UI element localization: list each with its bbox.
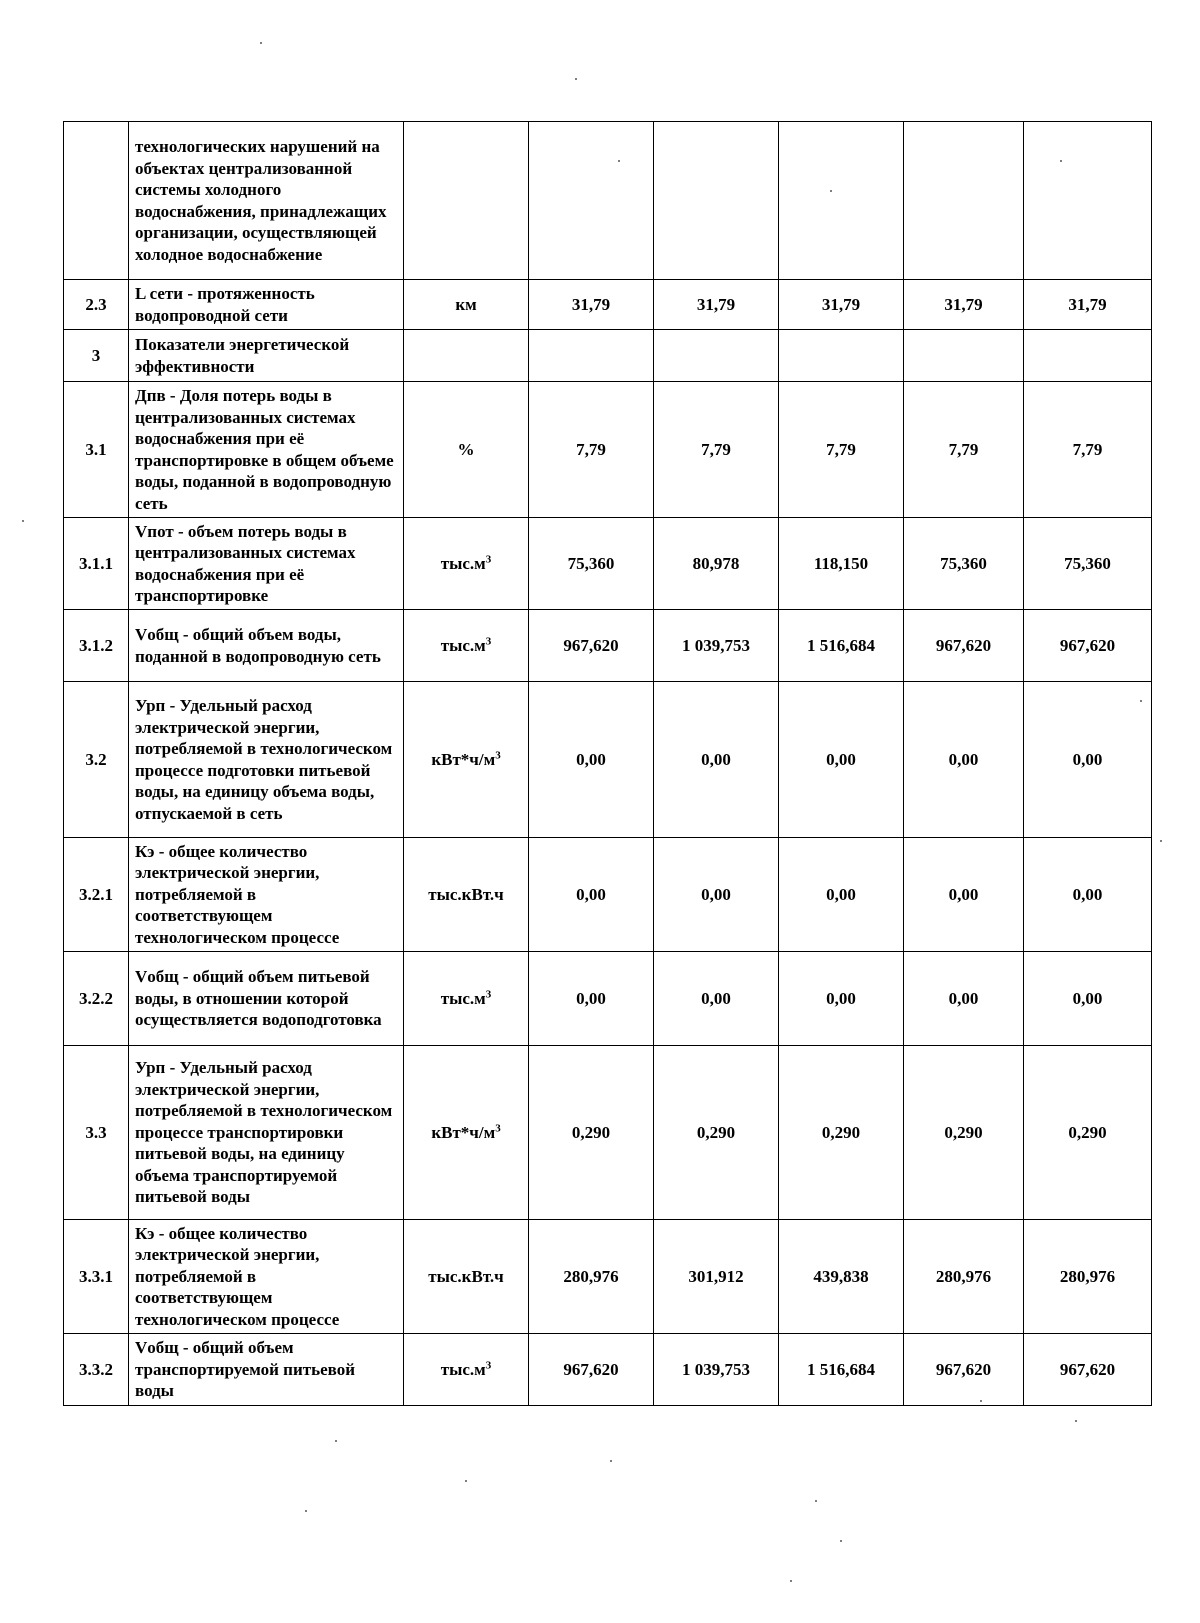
value-cell: 0,00: [904, 682, 1024, 838]
value-cell: 280,976: [529, 1220, 654, 1334]
value-cell: 1 039,753: [654, 610, 779, 682]
value-cell: 0,290: [779, 1046, 904, 1220]
value-cell: 0,00: [654, 682, 779, 838]
unit-cell: [404, 838, 529, 952]
indicator-name: Показатели энергетической эффективности: [129, 330, 404, 382]
value-cell: 0,290: [654, 1046, 779, 1220]
scan-speck: [610, 1460, 612, 1462]
value-cell: 0,00: [529, 952, 654, 1046]
indicator-name: Vпот - объем потерь воды в централизованных системах водоснабжения при её транспортировке: [129, 518, 404, 610]
unit-cell: [404, 682, 529, 838]
scan-speck: [305, 1510, 307, 1512]
unit-exponent: 3: [495, 749, 501, 762]
unit-label: тыс.м: [440, 988, 486, 1008]
unit-cell: [404, 280, 529, 330]
value-cell: [904, 330, 1024, 382]
indicator-name: Дпв - Доля потерь воды в централизованных системах водоснабжения при её транспортировке в общем объеме воды, поданной в водопроводную сеть: [129, 382, 404, 518]
value-cell: 0,00: [529, 682, 654, 838]
value-cell: 0,00: [654, 838, 779, 952]
unit-label: тыс.м: [440, 635, 486, 655]
indicator-name: Vобщ - общий объем транспортируемой питьевой воды: [129, 1334, 404, 1406]
row-number: [64, 122, 129, 280]
value-cell: 1 516,684: [779, 1334, 904, 1406]
indicator-name: Урп - Удельный расход электрической энергии, потребляемой в технологическом процессе транспортировки питьевой воды, на единицу объема транспортируемой питьевой воды: [129, 1046, 404, 1220]
scan-speck: [840, 1540, 842, 1542]
indicator-name: технологических нарушений на объектах централизованной системы холодного водоснабжения, принадлежащих организации, осуществляющей холодное водоснабжение: [129, 122, 404, 280]
value-cell: 0,00: [1024, 952, 1152, 1046]
row-number: 3.3.2: [64, 1334, 129, 1406]
value-cell: [654, 330, 779, 382]
value-cell: 75,360: [529, 518, 654, 610]
row-number: 3: [64, 330, 129, 382]
scan-speck: [22, 520, 24, 522]
table-row: [64, 1220, 1152, 1334]
table-row: [64, 610, 1152, 682]
value-cell: [904, 122, 1024, 280]
indicator-name: Кэ - общее количество электрической энергии, потребляемой в соответствующем технологическом процессе: [129, 838, 404, 952]
unit-cell: [404, 518, 529, 610]
value-cell: 0,00: [529, 838, 654, 952]
value-cell: [529, 330, 654, 382]
value-cell: 301,912: [654, 1220, 779, 1334]
row-number: 3.2.1: [64, 838, 129, 952]
unit-label: тыс.кВт.ч: [428, 1266, 504, 1286]
value-cell: 0,00: [654, 952, 779, 1046]
unit-label: тыс.м: [440, 553, 486, 573]
scan-speck: [1160, 840, 1162, 842]
value-cell: 75,360: [904, 518, 1024, 610]
value-cell: 0,290: [904, 1046, 1024, 1220]
unit-cell: [404, 1220, 529, 1334]
table-row: [64, 330, 1152, 382]
value-cell: [529, 122, 654, 280]
table-row: [64, 518, 1152, 610]
scan-speck: [1140, 700, 1142, 702]
value-cell: 31,79: [654, 280, 779, 330]
value-cell: 0,00: [779, 952, 904, 1046]
table-row: [64, 1334, 1152, 1406]
row-number: 3.3: [64, 1046, 129, 1220]
value-cell: 0,290: [1024, 1046, 1152, 1220]
unit-cell: [404, 952, 529, 1046]
row-number: 3.1.1: [64, 518, 129, 610]
row-number: 3.2.2: [64, 952, 129, 1046]
unit-label: тыс.м: [440, 1359, 486, 1379]
indicator-name: Vобщ - общий объем питьевой воды, в отношении которой осуществляется водоподготовка: [129, 952, 404, 1046]
table-row: [64, 122, 1152, 280]
value-cell: 967,620: [1024, 1334, 1152, 1406]
unit-exponent: 3: [495, 1122, 501, 1135]
scan-speck: [575, 78, 577, 80]
indicator-name: Урп - Удельный расход электрической энергии, потребляемой в технологическом процессе подготовки питьевой воды, на единицу объема воды, отпускаемой в сеть: [129, 682, 404, 838]
value-cell: 967,620: [1024, 610, 1152, 682]
unit-cell: [404, 1046, 529, 1220]
value-cell: 0,00: [1024, 838, 1152, 952]
unit-cell: [404, 382, 529, 518]
value-cell: [1024, 122, 1152, 280]
row-number: 3.1.2: [64, 610, 129, 682]
table-row: [64, 838, 1152, 952]
unit-label: тыс.кВт.ч: [428, 884, 504, 904]
indicator-name: Vобщ - общий объем воды, поданной в водопроводную сеть: [129, 610, 404, 682]
value-cell: 1 039,753: [654, 1334, 779, 1406]
unit-label: %: [457, 439, 475, 459]
value-cell: 0,00: [904, 838, 1024, 952]
unit-exponent: 3: [485, 553, 492, 566]
unit-cell: [404, 330, 529, 382]
unit-cell: [404, 122, 529, 280]
value-cell: 967,620: [904, 1334, 1024, 1406]
unit-cell: [404, 610, 529, 682]
indicator-name: L сети - протяженность водопроводной сети: [129, 280, 404, 330]
row-number: 3.3.1: [64, 1220, 129, 1334]
value-cell: 75,360: [1024, 518, 1152, 610]
value-cell: 80,978: [654, 518, 779, 610]
scan-speck: [830, 190, 832, 192]
value-cell: 280,976: [904, 1220, 1024, 1334]
scan-speck: [465, 1480, 467, 1482]
value-cell: [654, 122, 779, 280]
table-row: [64, 1046, 1152, 1220]
row-number: 3.2: [64, 682, 129, 838]
unit-cell: [404, 1334, 529, 1406]
unit-label: км: [455, 294, 477, 314]
value-cell: 0,00: [1024, 682, 1152, 838]
value-cell: 0,290: [529, 1046, 654, 1220]
value-cell: [779, 330, 904, 382]
unit-exponent: 3: [485, 635, 492, 648]
value-cell: 31,79: [904, 280, 1024, 330]
value-cell: 0,00: [779, 682, 904, 838]
value-cell: 967,620: [529, 1334, 654, 1406]
value-cell: 967,620: [904, 610, 1024, 682]
value-cell: 31,79: [779, 280, 904, 330]
scan-speck: [335, 1440, 337, 1442]
unit-label: кВт*ч/м: [431, 1122, 496, 1142]
indicator-name: Кэ - общее количество электрической энергии, потребляемой в соответствующем технологическом процессе: [129, 1220, 404, 1334]
value-cell: [779, 122, 904, 280]
value-cell: 1 516,684: [779, 610, 904, 682]
unit-exponent: 3: [485, 1359, 492, 1372]
scan-speck: [790, 1580, 792, 1582]
row-number: 3.1: [64, 382, 129, 518]
value-cell: 31,79: [529, 280, 654, 330]
value-cell: 7,79: [779, 382, 904, 518]
value-cell: 7,79: [1024, 382, 1152, 518]
table-row: [64, 952, 1152, 1046]
value-cell: 967,620: [529, 610, 654, 682]
scan-speck: [618, 160, 620, 162]
scan-speck: [1075, 1420, 1077, 1422]
table-row: [64, 382, 1152, 518]
scan-speck: [980, 1400, 982, 1402]
value-cell: 7,79: [904, 382, 1024, 518]
unit-exponent: 3: [485, 988, 492, 1001]
scan-speck: [260, 42, 262, 44]
value-cell: 118,150: [779, 518, 904, 610]
value-cell: 0,00: [904, 952, 1024, 1046]
value-cell: [1024, 330, 1152, 382]
table-row: [64, 682, 1152, 838]
scan-speck: [1060, 160, 1062, 162]
unit-label: кВт*ч/м: [431, 749, 496, 769]
value-cell: 280,976: [1024, 1220, 1152, 1334]
scan-speck: [815, 1500, 817, 1502]
value-cell: 7,79: [654, 382, 779, 518]
value-cell: 31,79: [1024, 280, 1152, 330]
row-number: 2.3: [64, 280, 129, 330]
table-row: [64, 280, 1152, 330]
value-cell: 0,00: [779, 838, 904, 952]
indicators-table: [63, 121, 1152, 1406]
value-cell: 439,838: [779, 1220, 904, 1334]
value-cell: 7,79: [529, 382, 654, 518]
